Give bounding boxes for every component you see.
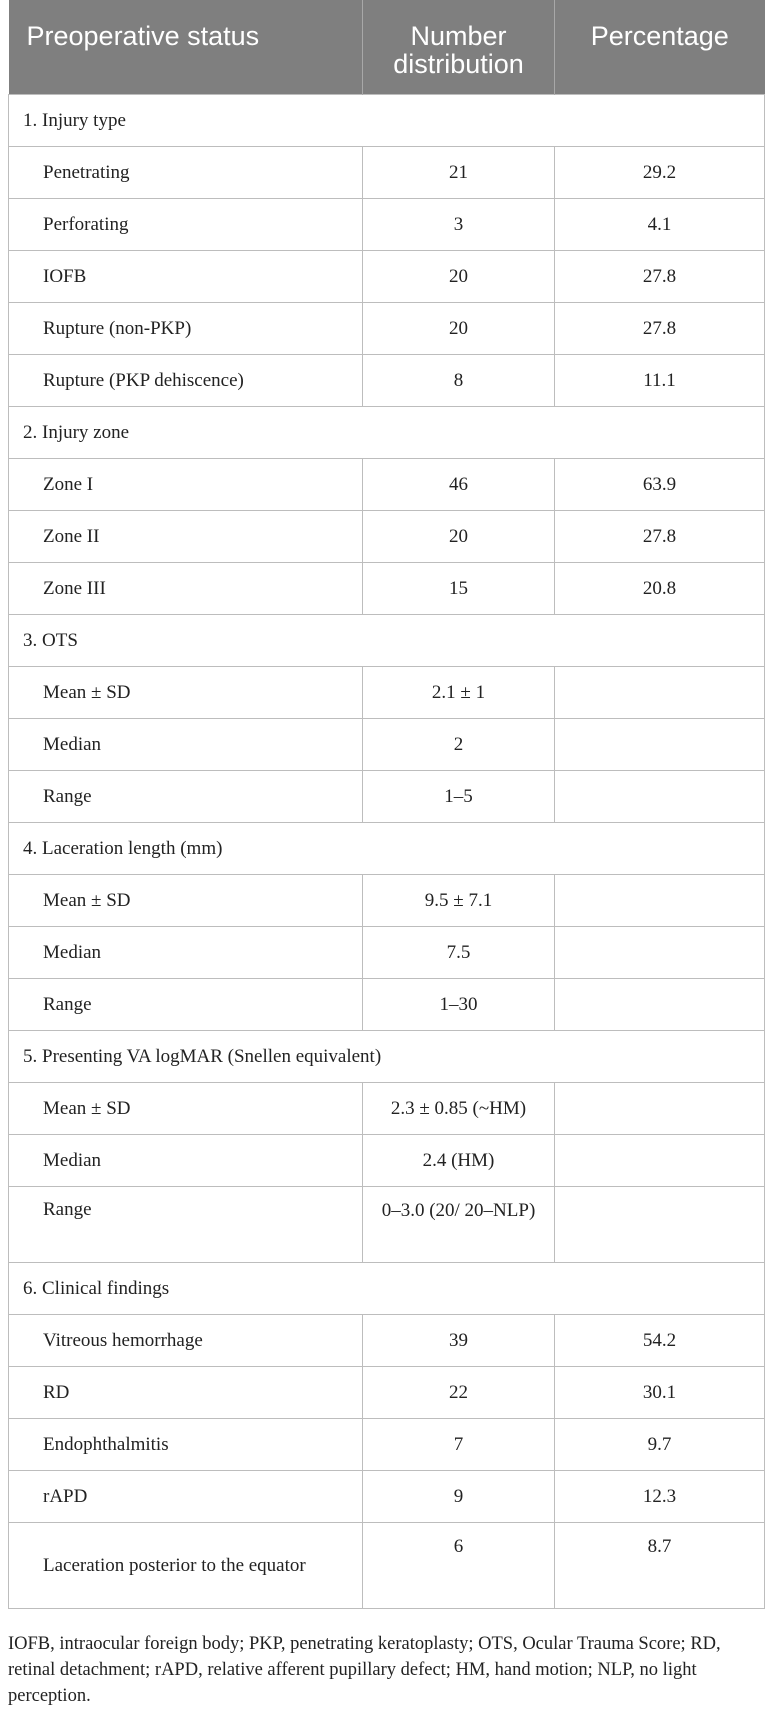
row-percent: 27.8 [555, 511, 765, 563]
row-label: Perforating [9, 199, 363, 251]
section-row [9, 1263, 765, 1315]
row-percent: 54.2 [555, 1315, 765, 1367]
row-percent [555, 875, 765, 927]
table-row [9, 927, 765, 979]
row-percent: 12.3 [555, 1471, 765, 1523]
table-row [9, 1471, 765, 1523]
row-label: Range [9, 771, 363, 823]
table-row [9, 1419, 765, 1471]
table-row [9, 771, 765, 823]
row-number: 7.5 [363, 927, 555, 979]
row-percent: 30.1 [555, 1367, 765, 1419]
row-number: 3 [363, 199, 555, 251]
row-label: RD [9, 1367, 363, 1419]
row-number: 2.1 ± 1 [363, 667, 555, 719]
row-number: 9 [363, 1471, 555, 1523]
row-percent [555, 667, 765, 719]
row-number: 7 [363, 1419, 555, 1471]
section-row [9, 95, 765, 147]
row-label: Rupture (PKP dehiscence) [9, 355, 363, 407]
row-number: 1–5 [363, 771, 555, 823]
section-row [9, 407, 765, 459]
row-label: Zone II [9, 511, 363, 563]
row-label: Vitreous hemorrhage [9, 1315, 363, 1367]
row-label: rAPD [9, 1471, 363, 1523]
row-number: 20 [363, 303, 555, 355]
row-label: Laceration posterior to the equator [9, 1523, 363, 1609]
row-percent [555, 771, 765, 823]
table-row [9, 1083, 765, 1135]
row-number: 8 [363, 355, 555, 407]
row-label: IOFB [9, 251, 363, 303]
row-number: 22 [363, 1367, 555, 1419]
row-percent: 63.9 [555, 459, 765, 511]
row-percent: 11.1 [555, 355, 765, 407]
row-number: 2.3 ± 0.85 (~HM) [363, 1083, 555, 1135]
table-row [9, 563, 765, 615]
table-footnote: IOFB, intraocular foreign body; PKP, penetrating keratoplasty; OTS, Ocular Trauma Score; RD, retinal detachment; rAPD, relative afferent pupillary defect; HM, hand motion; NLP, no light perception. [8, 1634, 721, 1706]
row-percent: 27.8 [555, 303, 765, 355]
row-percent [555, 1083, 765, 1135]
row-label: Mean ± SD [9, 667, 363, 719]
table-row [9, 147, 765, 199]
row-number: 21 [363, 147, 555, 199]
row-percent [555, 979, 765, 1031]
row-label: Zone III [9, 563, 363, 615]
section-title: 3. OTS [9, 615, 765, 667]
section-row [9, 823, 765, 875]
table-row [9, 251, 765, 303]
header-number-line1: Number [410, 21, 507, 51]
header-number-line2: distribution [393, 49, 524, 80]
row-percent: 9.7 [555, 1419, 765, 1471]
header-status: Preoperative status [9, 0, 363, 95]
row-number: 6 [363, 1523, 555, 1609]
row-label: Median [9, 927, 363, 979]
row-number: 1–30 [363, 979, 555, 1031]
header-percentage: Percentage [555, 0, 765, 95]
row-percent [555, 719, 765, 771]
header-number [363, 0, 555, 95]
row-number: 0–3.0 (20/ 20–NLP) [363, 1187, 555, 1263]
table-row [9, 875, 765, 927]
row-label: Median [9, 719, 363, 771]
row-percent [555, 927, 765, 979]
section-title: 2. Injury zone [9, 407, 765, 459]
table-row [9, 303, 765, 355]
header-row [9, 0, 765, 95]
row-label: Median [9, 1135, 363, 1187]
row-number: 39 [363, 1315, 555, 1367]
table-container [8, 0, 764, 1709]
section-row [9, 615, 765, 667]
row-percent: 8.7 [555, 1523, 765, 1609]
table-row [9, 1135, 765, 1187]
row-number: 15 [363, 563, 555, 615]
table-row [9, 199, 765, 251]
row-label: Zone I [9, 459, 363, 511]
row-label: Mean ± SD [9, 1083, 363, 1135]
row-percent: 29.2 [555, 147, 765, 199]
table-row [9, 1315, 765, 1367]
row-label: Rupture (non-PKP) [9, 303, 363, 355]
row-number: 20 [363, 251, 555, 303]
table-row [9, 1187, 765, 1263]
table-row [9, 511, 765, 563]
table-row [9, 459, 765, 511]
preoperative-status-table [8, 0, 765, 1609]
row-number: 2.4 (HM) [363, 1135, 555, 1187]
row-number: 9.5 ± 7.1 [363, 875, 555, 927]
row-label: Mean ± SD [9, 875, 363, 927]
row-number: 20 [363, 511, 555, 563]
row-label: Endophthalmitis [9, 1419, 363, 1471]
table-row [9, 719, 765, 771]
row-label: Range [9, 1187, 363, 1263]
table-row [9, 979, 765, 1031]
section-title: 1. Injury type [9, 95, 765, 147]
table-row [9, 667, 765, 719]
row-percent: 27.8 [555, 251, 765, 303]
section-title: 6. Clinical findings [9, 1263, 765, 1315]
row-label: Penetrating [9, 147, 363, 199]
section-row [9, 1031, 765, 1083]
row-number: 46 [363, 459, 555, 511]
row-label: Range [9, 979, 363, 1031]
row-number: 2 [363, 719, 555, 771]
section-title: 4. Laceration length (mm) [9, 823, 765, 875]
table-row [9, 355, 765, 407]
row-percent [555, 1135, 765, 1187]
section-title: 5. Presenting VA logMAR (Snellen equivalent) [9, 1031, 765, 1083]
row-percent: 20.8 [555, 563, 765, 615]
row-percent [555, 1187, 765, 1263]
table-row [9, 1523, 765, 1609]
table-row [9, 1367, 765, 1419]
row-percent: 4.1 [555, 199, 765, 251]
